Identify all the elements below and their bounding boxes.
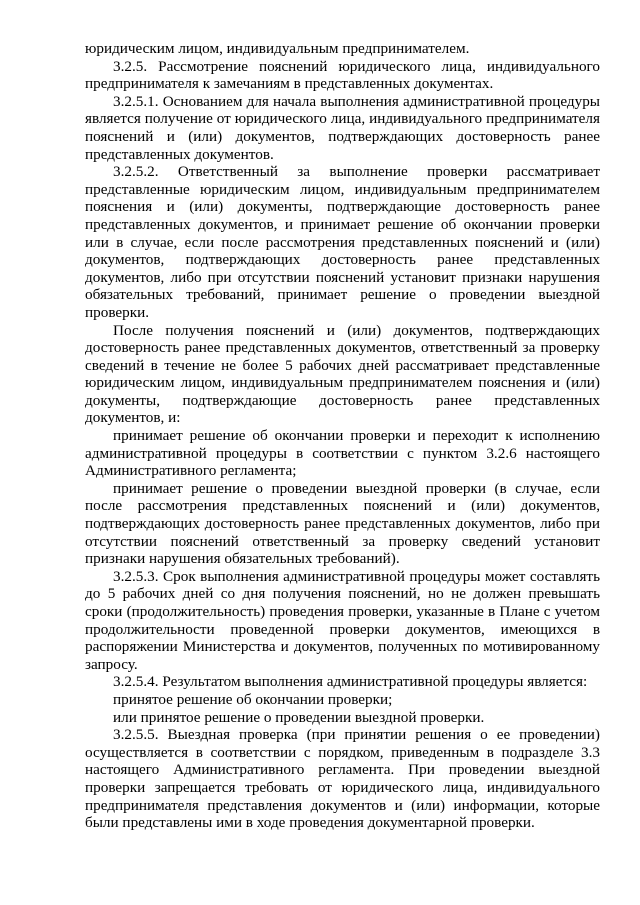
paragraph: 3.2.5. Рассмотрение пояснений юридического лица, индивидуального предпринимателя к замечаниям в представленных документах. (85, 57, 600, 93)
paragraph: 3.2.5.3. Срок выполнения административной процедуры может составлять до 5 рабочих дней со дня получения пояснений, но не должен превышать сроки (продолжительность) проведения проверки, указанные в Плане с учетом продолжительности проведенной проверки документов, имеющихся в распоряжении Министерства и документов, полученных по мотивированному запросу. (85, 567, 600, 673)
paragraph: принимает решение о проведении выездной проверки (в случае, если после рассмотрения представленных пояснений и (или) документов, подтверждающих достоверность ранее представленных документов, либо при отсутствии пояснений ответственный за проверку сведений установит признаки нарушения обязательных требований). (85, 479, 600, 568)
paragraph: принимает решение об окончании проверки и переходит к исполнению административной процедуры в соответствии с пунктом 3.2.6 настоящего Административного регламента; (85, 427, 600, 480)
paragraph: 3.2.5.5. Выездная проверка (при принятии решения о ее проведении) осуществляется в соответствии с порядком, приведенным в подразделе 3.3 настоящего Административного регламента. При проведении выездной проверки запрещается требовать от юридического лица, индивидуального предпринимателя представления документов и (или) информации, которые были представлены ими в ходе проведения документарной проверки. (85, 726, 600, 832)
paragraph: или принятое решение о проведении выездной проверки. (113, 708, 485, 726)
paragraph: После получения пояснений и (или) документов, подтверждающих достоверность ранее представленных документов, ответственный за проверку сведений в течение не более 5 рабочих дней рассматривает представленные юридическим лицом, индивидуальным предпринимателем пояснения и (или) документы, подтверждающие достоверность ранее представленных документов, и: (85, 321, 600, 427)
paragraph: принятое решение об окончании проверки; (113, 690, 393, 708)
paragraph: 3.2.5.1. Основанием для начала выполнения административной процедуры является получение от юридического лица, индивидуального предпринимателя пояснений и (или) документов, подтверждающих достоверность ранее представленных документов. (85, 92, 600, 163)
paragraph: 3.2.5.4. Результатом выполнения административной процедуры является: (113, 673, 588, 691)
paragraph: 3.2.5.2. Ответственный за выполнение проверки рассматривает представленные юридическим лицом, индивидуальным предпринимателем пояснения и (или) документы, подтверждающие достоверность ранее представленных документов, и принимает решение об окончании проверки или в случае, если после рассмотрения представленных пояснений и (или) документов, подтверждающих достоверность ранее представленных документов, либо при отсутствии пояснений установит признаки нарушения обязательных требований, принимает решение о проведении выездной проверки. (85, 163, 600, 321)
paragraph: юридическим лицом, индивидуальным предпринимателем. (85, 40, 470, 57)
document-page (85, 40, 600, 832)
